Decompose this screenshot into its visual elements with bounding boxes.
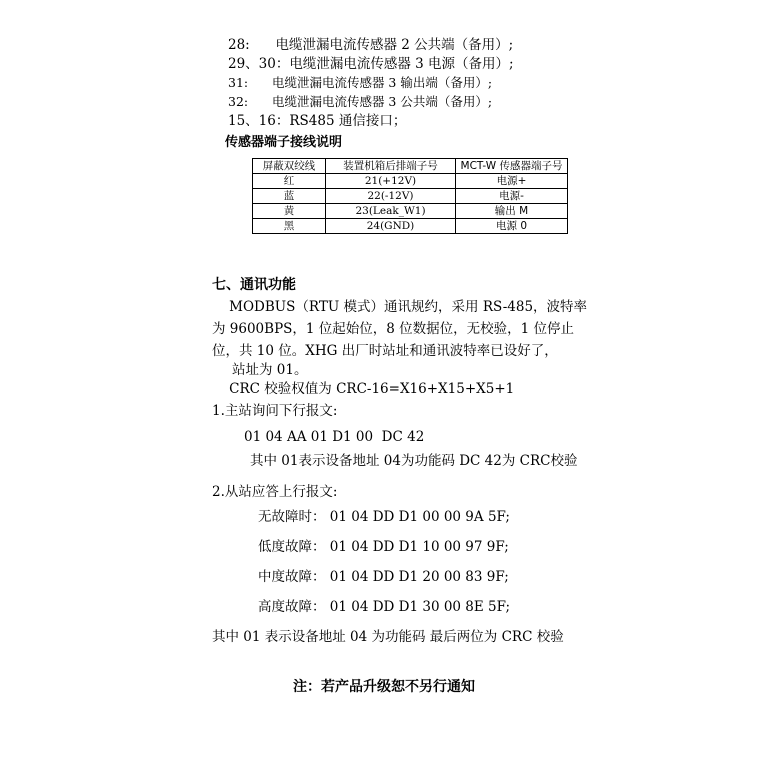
table-cell: 黄 xyxy=(253,204,326,219)
query-frame: 01 04 AA 01 D1 00 DC 42 xyxy=(244,429,425,445)
table-cell: 电源- xyxy=(456,189,568,204)
table-header-row xyxy=(253,159,568,174)
section-title: 七、通讯功能 xyxy=(212,277,296,293)
table-cell: 输出 M xyxy=(456,204,568,219)
response-item: 低度故障： 01 04 DD D1 10 00 97 9F; xyxy=(258,539,509,555)
table-row xyxy=(253,204,568,219)
query-note: 其中 01表示设备地址 04为功能码 DC 42为 CRC校验 xyxy=(250,453,578,469)
table-cell: 22(-12V) xyxy=(326,189,456,204)
terminal-line-15-16: 15、16：RS485 通信接口； xyxy=(228,113,407,129)
table-cell: 24(GND) xyxy=(326,219,456,234)
table-header-cell: MCT-W 传感器端子号 xyxy=(456,159,568,174)
response-item: 高度故障： 01 04 DD D1 30 00 8E 5F; xyxy=(258,599,511,615)
footer-note: 注：若产品升级恕不另行通知 xyxy=(293,679,475,695)
protocol-line: CRC 校验权值为 CRC-16=X16+X15+X5+1 xyxy=(212,381,515,397)
table-header-cell: 装置机箱后排端子号 xyxy=(326,159,456,174)
table-row xyxy=(253,174,568,189)
table-cell: 电源+ xyxy=(456,174,568,189)
terminal-line-31: 31: 电缆泄漏电流传感器 3 输出端（备用）; xyxy=(228,75,493,90)
query-title: 1.主站询问下行报文: xyxy=(212,403,338,419)
response-item: 无故障时： 01 04 DD D1 00 00 9A 5F; xyxy=(258,509,510,525)
table-cell: 23(Leak_W1) xyxy=(326,204,456,219)
table-cell: 21(+12V) xyxy=(326,174,456,189)
table-cell: 电源 0 xyxy=(456,219,568,234)
response-item: 中度故障： 01 04 DD D1 20 00 83 9F; xyxy=(258,569,509,585)
response-note: 其中 01 表示设备地址 04 为功能码 最后两位为 CRC 校验 xyxy=(212,629,564,645)
table-row xyxy=(253,189,568,204)
wiring-table xyxy=(252,158,568,234)
table-row xyxy=(253,219,568,234)
table-header-cell: 屏蔽双绞线 xyxy=(253,159,326,174)
response-title: 2.从站应答上行报文: xyxy=(212,484,338,500)
table-cell: 黑 xyxy=(253,219,326,234)
protocol-line: MODBUS（RTU 模式）通讯规约，采用 RS-485，波特率 xyxy=(212,299,588,315)
terminal-line-28: 28: 电缆泄漏电流传感器 2 公共端（备用）; xyxy=(228,37,514,53)
protocol-line: 位，共 10 位。XHG 出厂时站址和通讯波特率已设好了， xyxy=(212,343,558,359)
table-cell: 红 xyxy=(253,174,326,189)
table-cell: 蓝 xyxy=(253,189,326,204)
terminal-line-32: 32: 电缆泄漏电流传感器 3 公共端（备用）; xyxy=(228,94,493,109)
protocol-line: 站址为 01。 xyxy=(232,362,308,378)
wiring-title: 传感器端子接线说明 xyxy=(225,135,343,150)
protocol-line: 为 9600BPS，1 位起始位，8 位数据位，无校验，1 位停止 xyxy=(212,321,575,337)
terminal-line-29-30: 29、30：电缆泄漏电流传感器 3 电源（备用）; xyxy=(228,56,514,72)
